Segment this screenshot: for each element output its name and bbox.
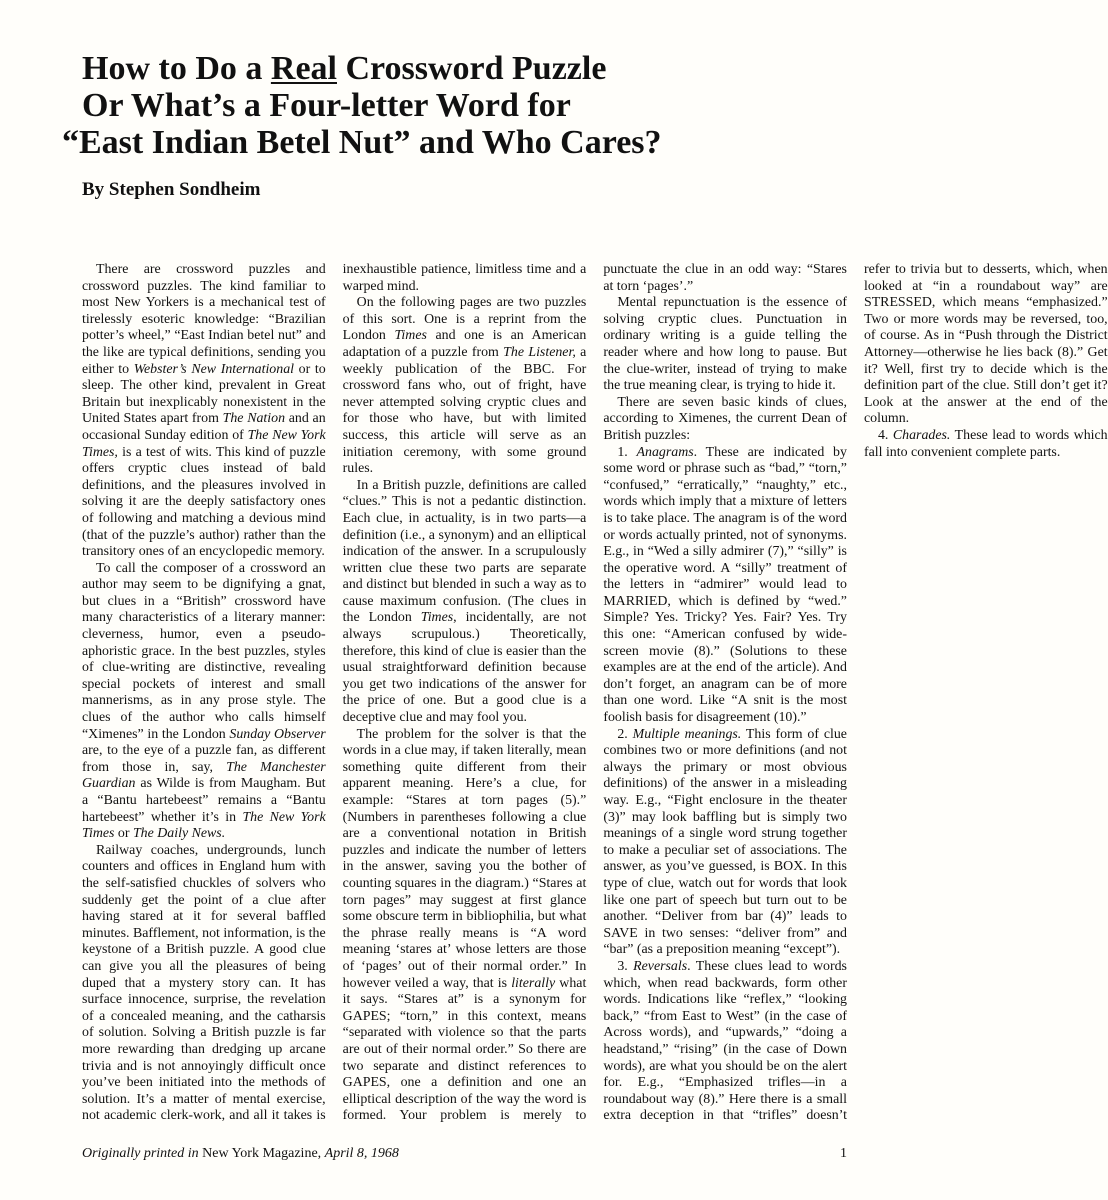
clue-type-multiple-meanings: 2. Multiple meanings. This form of clue combines two or more definitions (and not always the primary or most obvious definitions) of the answer in a misleading way. E.g., “Fight enclosure in the theater (3)” may look baffling but is simply two meanings of a single word strung together to make a peculiar set of associations. The answer, as you’ve guessed, is BOX. In this type of clue, watch out for words that look like one part of speech but turn out to be another. “Deliver from bar (4)” leads to SAVE in two senses: “deliver from” and “bar” (as a preposition meaning “except”). bbox=[603, 726, 847, 958]
article-title bbox=[62, 50, 822, 161]
paragraph: In a British puzzle, definitions are called “clues.” This is not a pedantic distinction. Each clue, in actuality, is in two parts—a definition (i.e., a synonym) and an elliptical indication of the answer. In a scrupulously written clue these two parts are separate and distinct but blended in such a way as to cause maximum confusion. (The clues in the London Times, incidentally, are not always scrupulous.) Theoretically, therefore, this kind of clue is easier than the usual straightforward definition because you get two indications of the answer for the price of one. But a good clue is a deceptive clue and may fool you. bbox=[342, 477, 587, 726]
byline: By Stephen Sondheim bbox=[82, 179, 261, 200]
paragraph: The problem for the solver is that the words in a clue may, if taken literally, mean something quite different from their apparent meaning. Here’s a clue, for example: “Stares at torn pages (5).” (Numbers in parentheses following a clue are a conventional notation in British puzzles and indicate the number of letters in the answer, saving you the bother of counting squares in the diagram.) “Stares at torn pages” may suggest at first glance some obscure term in bibliophilia, but what the phrase really means is “A word meaning ‘stares at’ whose letters are those of ‘pages’ out of their normal order.” In however veiled a way, that is literally what it says. “Stares at” is a synonym for GAPES; “torn,” in this context, means “separated with violence so that the parts are out of their normal order.” So there are two separate and distinct references to GAPES, one a definition and one an elliptical description of the way the word is formed. Your problem is merely to punctuate the clue in an odd way: “Stares at torn ‘pages’.” bbox=[342, 262, 847, 1124]
paragraph: To call the composer of a crossword an author may seem to be dignifying a gnat, but clues in a “British” crossword have many characteristics of a literary manner: cleverness, humor, even a pseudo-aphoristic grace. In the best puzzles, styles of clue-writing are distinctive, revealing special pockets of interest and small mannerisms, as in any prose style. The clues of the author who calls himself “Ximenes” in the London Sunday Observer are, to the eye of a puzzle fan, as different from those in, say, The Manchester Guardian as Wilde is from Maugham. But a “Bantu hartebeest” remains a “Bantu hartebeest” whether it’s in The New York Times or The Daily News. bbox=[82, 560, 326, 842]
paragraph: On the following pages are two puzzles of this sort. One is a reprint from the London Times and one is an American adaptation of a puzzle from The Listener, a weekly publication of the BBC. For crossword fans who, out of fright, have never attempted solving cryptic clues and for those who have, but with limited success, this article will serve as an initiation ceremony, with some ground rules. bbox=[342, 295, 587, 477]
clue-type-charades: 4. Charades. These lead to words which fall into convenient complete parts. bbox=[863, 427, 1108, 460]
print-credit: Originally printed in New York Magazine, April 8, 1968 bbox=[82, 1146, 399, 1161]
page-number: 1 bbox=[840, 1146, 847, 1161]
paragraph: There are crossword puzzles and crossword puzzles. The kind familiar to most New Yorkers is a mechanical test of tirelessly esoteric knowledge: “Brazilian potter’s wheel,” “East Indian betel nut” and the like are typical definitions, sending you either to Webster’s New International or to sleep. The other kind, prevalent in Great Britain but inexplicably nonexistent in the United States apart from The Nation and an occasional Sunday edition of The New York Times, is a test of wits. This kind of puzzle offers cryptic clues instead of bald definitions, and the pleasures involved in solving it are the deeply satisfactory ones of following and matching a devious mind (that of the puzzle’s author) rather than the transitory ones of an encyclopedic memory. bbox=[82, 262, 326, 560]
title-line-3: “East Indian Betel Nut” and Who Cares? bbox=[62, 124, 662, 161]
title-line-2: Or What’s a Four-letter Word for bbox=[82, 87, 571, 124]
page-footer bbox=[82, 1146, 847, 1162]
title-emphasis-real: Real bbox=[270, 50, 337, 87]
paragraph: There are seven basic kinds of clues, according to Ximenes, the current Dean of British puzzles: bbox=[603, 394, 847, 443]
clue-type-reversals: 3. Reversals. These clues lead to words which, when read backwards, form other words. Indications like “reflex,” “looking back,” “from East to West” (in the case of Across words), and “upwards,” “doing a headstand,” “rising” (in the case of Down words), are what you should be on the alert for. E.g., “Emphasized trifles—in a roundabout way (8).” Here there is a small extra deception in that “trifles” doesn’t refer to trivia but to desserts, which, when looked at “in a roundabout way” are STRESSED, which means “emphasized.” Two or more words may be reversed, too, of course. As in “Push through the District Attorney—otherwise he lies back (8).” Get it? Well, first try to decide which is the definition part of the clue. Still don’t get it? Look at the answer at the end of the column. bbox=[603, 262, 1108, 1124]
paragraph: Railway coaches, undergrounds, lunch counters and offices in England hum with the self-satisfied chuckles of solvers who suddenly get the point of a clue after having stared at it for several baffled minutes. Bafflement, not information, is the keystone of a British puzzle. A good clue can give you all the pleasures of being duped that a mystery story can. It has surface innocence, surprise, the revelation of a concealed meaning, and the catharsis of solution. Solving a British puzzle is far more rewarding than dredging up arcane trivia and is not annoyingly difficult once you’ve been initiated into the methods of solution. It’s a matter of mental exercise, not academic clerk-work, and all it takes is inexhaustible patience, limitless time and a warped mind. bbox=[82, 262, 587, 1124]
clue-type-anagrams: 1. Anagrams. These are indicated by some word or phrase such as “bad,” “torn,” “confused,” “erratically,” “naughty,” etc., words which imply that a mixture of letters is to take place. The anagram is of the word or words actually printed, not of synonyms. E.g., in “Wed a silly admirer (7),” “silly” is the operative word. A “silly” treatment of the letters in “admirer” would lead to MARRIED, which is defined by “wed.” Simple? Yes. Tricky? Yes. Fair? Yes. Try this one: “American confused by wide-screen movie (8).” (Solutions to these examples are at the end of the article). And don’t forget, an anagram can be of more than one word. Like “A snit is the most foolish basis for disagreement (10).” bbox=[603, 444, 847, 726]
article-body bbox=[82, 262, 1108, 1127]
paragraph: Mental repunctuation is the essence of solving cryptic clues. Punctuation in ordinary writing is a guide telling the reader where and how long to pause. But the clue-writer, instead of trying to make the true meaning clear, is trying to hide it. bbox=[603, 295, 847, 394]
title-line-1: How to Do a Real Crossword Puzzle bbox=[82, 50, 607, 87]
